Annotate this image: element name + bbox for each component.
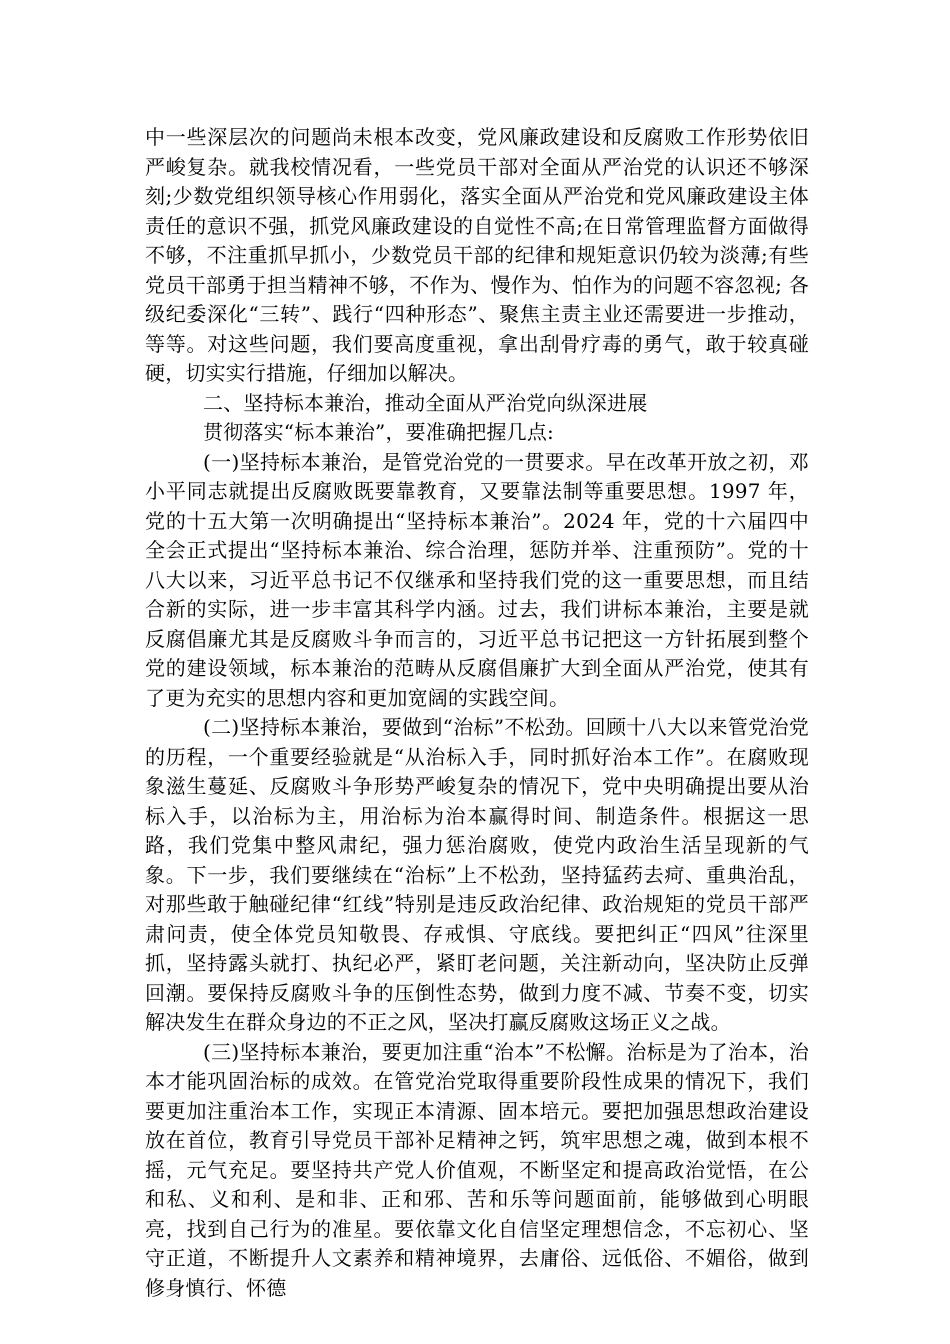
paragraph-continuation: 中一些深层次的问题尚未根本改变，党风廉政建设和反腐败工作形势依旧严峻复杂。就我校情况看，一些党员干部对全面从严治党的认识还不够深刻;少数党组织领导核心作用弱化，落实全面从严治党和党风廉政建设主体责任的意识不强，抓党风廉政建设的自觉性不高;在日常管理监督方面做得不够，不注重抓早抓小，少数党员干部的纪律和规矩意识仍较为淡薄;有些党员干部勇于担当精神不够，不作为、慢作为、怕作为的问题不容忽视; 各级纪委深化“三转”、践行“四种形态”、聚焦主责主业还需要进一步推动，等等。对这些问题，我们要高度重视，拿出刮骨疗毒的勇气，敢于较真碰硬，切实实行措施，仔细加以解决。 [145, 125, 809, 385]
point-two-paragraph: (二)坚持标本兼治，要做到“治标”不松劲。回顾十八大以来管党治党的历程，一个重要经验就是“从治标入手，同时抓好治本工作”。在腐败现象滋生蔓延、反腐败斗争形势严峻复杂的情况下，党中央明确提出要从治标入手，以治标为主，用治标为治本赢得时间、制造条件。根据这一思路，我们党集中整风肃纪，强力惩治腐败，使党内政治生活呈现新的气象。下一步，我们要继续在“治标”上不松劲，坚持猛药去疴、重典治乱，对那些敢于触碰纪律“红线”特别是违反政治纪律、政治规矩的党员干部严肃问责，使全体党员知敬畏、存戒惧、守底线。要把纠正“四风”往深里抓，坚持露头就打、执纪必严，紧盯老问题，关注新动向，坚决防止反弹回潮。要保持反腐败斗争的压倒性态势，做到力度不减、节奏不变，切实解决发生在群众身边的不正之风，坚决打赢反腐败这场正义之战。 [145, 715, 809, 1034]
point-one-paragraph: (一)坚持标本兼治，是管党治党的一贯要求。早在改革开放之初，邓小平同志就提出反腐败既要靠教育，又要靠法制等重要思想。1997 年，党的十五大第一次明确提出“坚持标本兼治”。2024 年，党的十六届四中全会正式提出“坚持标本兼治、综合治理，惩防并举、注重预防”。党的十八大以来，习近平总书记不仅继承和坚持我们党的这一重要思想，而且结合新的实际，进一步丰富其科学内涵。过去，我们讲标本兼治，主要是就反腐倡廉尤其是反腐败斗争而言的，习近平总书记把这一方针拓展到整个党的建设领域，标本兼治的范畴从反腐倡廉扩大到全面从严治党，使其有了更为充实的思想内容和更加宽阔的实践空间。 [145, 449, 809, 710]
point-three-paragraph: (三)坚持标本兼治，要更加注重“治本”不松懈。治标是为了治本，治本才能巩固治标的成效。在管党治党取得重要阶段性成果的情况下，我们要更加注重治本工作，实现正本清源、固本培元。要把加强思想政治建设放在首位，教育引导党员干部补足精神之钙，筑牢思想之魂，做到本根不摇，元气充足。要坚持共产党人价值观，不断坚定和提高政治觉悟，在公和私、义和利、是和非、正和邪、苦和乐等问题面前，能够做到心明眼亮，找到自己行为的准星。要依靠文化自信坚定理想信念，不忘初心、坚守正道，不断提升人文素养和精神境界，去庸俗、远低俗、不媚俗，做到修身慎行、怀德 [145, 1039, 809, 1300]
intro-paragraph: 贯彻落实“标本兼治”，要准确把握几点: [203, 420, 554, 444]
section-heading: 二、坚持标本兼治，推动全面从严治党向纵深进展 [203, 390, 648, 415]
document-body [145, 123, 809, 1303]
